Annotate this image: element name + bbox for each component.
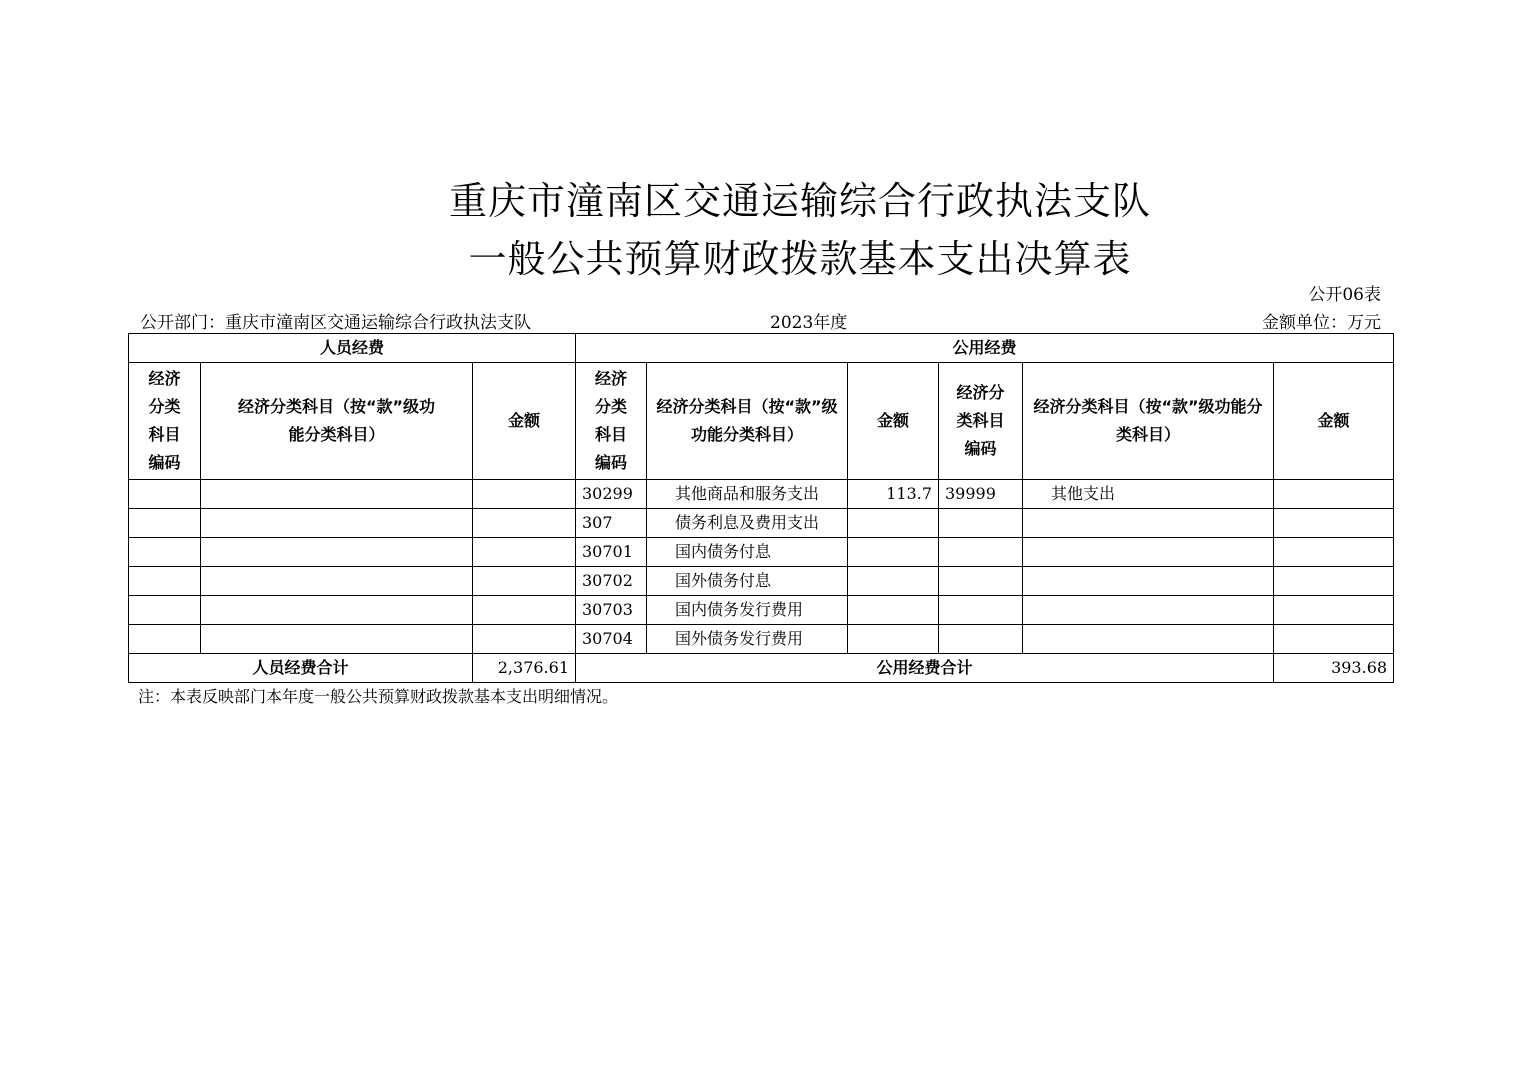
page-title-line2: 一般公共预算财政拨款基本支出决算表: [468, 237, 1132, 281]
page-title-line1: 重庆市潼南区交通运输综合行政执法支队: [448, 179, 1151, 223]
cell-c-code: 39999: [939, 480, 1023, 509]
cell-b-amt: [848, 625, 939, 654]
header-personnel: 人员经费: [129, 334, 576, 363]
public-total-label: 公用经费合计: [576, 654, 1274, 683]
cell-p-name: [201, 509, 473, 538]
cell-p-amt: [473, 567, 576, 596]
cell-b-name: 国外债务付息: [647, 567, 848, 596]
cell-c-name: [1023, 567, 1274, 596]
cell-p-code: [129, 538, 201, 567]
cell-p-name: [201, 625, 473, 654]
header-name-a: 经济分类科目（按“款”级功能分类科目）: [201, 363, 473, 480]
cell-p-amt: [473, 538, 576, 567]
cell-b-amt: [848, 596, 939, 625]
cell-c-code: [939, 567, 1023, 596]
cell-b-amt: [848, 538, 939, 567]
personnel-total-label: 人员经费合计: [129, 654, 473, 683]
totals-row: [129, 654, 1394, 683]
cell-b-code: 30704: [576, 625, 647, 654]
cell-p-code: [129, 567, 201, 596]
header-public: 公用经费: [576, 334, 1394, 363]
table-row: [129, 509, 1394, 538]
cell-c-name: [1023, 596, 1274, 625]
header-amount-a: 金额: [473, 363, 576, 480]
cell-c-code: [939, 538, 1023, 567]
table-row: [129, 538, 1394, 567]
header-amount-b: 金额: [848, 363, 939, 480]
cell-p-name: [201, 596, 473, 625]
cell-b-amt: [848, 509, 939, 538]
public-total-value: 393.68: [1274, 654, 1394, 683]
department-label: 公开部门：重庆市潼南区交通运输综合行政执法支队: [140, 313, 531, 333]
cell-b-code: 307: [576, 509, 647, 538]
header-code-a: 经济分类科目编码: [129, 363, 201, 480]
cell-p-name: [201, 538, 473, 567]
header-name-b: 经济分类科目（按“款”级功能分类科目）: [647, 363, 848, 480]
cell-c-amt: [1274, 509, 1394, 538]
header-code-b: 经济分类科目编码: [576, 363, 647, 480]
table-row: [129, 596, 1394, 625]
cell-b-amt: [848, 567, 939, 596]
cell-c-amt: [1274, 596, 1394, 625]
cell-p-amt: [473, 480, 576, 509]
cell-p-name: [201, 567, 473, 596]
cell-b-code: 30702: [576, 567, 647, 596]
form-number: 公开06表: [1308, 285, 1381, 305]
cell-b-code: 30299: [576, 480, 647, 509]
cell-b-name: 国外债务发行费用: [647, 625, 848, 654]
cell-b-name: 国内债务付息: [647, 538, 848, 567]
cell-c-name: [1023, 625, 1274, 654]
cell-p-amt: [473, 625, 576, 654]
cell-c-amt: [1274, 625, 1394, 654]
cell-c-amt: [1274, 480, 1394, 509]
group-header-row: [129, 334, 1394, 363]
cell-b-code: 30701: [576, 538, 647, 567]
cell-c-name: 其他支出: [1023, 480, 1274, 509]
cell-c-code: [939, 596, 1023, 625]
table-row: [129, 567, 1394, 596]
cell-p-name: [201, 480, 473, 509]
cell-p-amt: [473, 509, 576, 538]
header-amount-c: 金额: [1274, 363, 1394, 480]
cell-c-code: [939, 625, 1023, 654]
table-row: [129, 625, 1394, 654]
amount-unit: 金额单位：万元: [1262, 313, 1381, 333]
table-row: [129, 480, 1394, 509]
personnel-total-value: 2,376.61: [473, 654, 576, 683]
cell-b-name: 国内债务发行费用: [647, 596, 848, 625]
table-note: 注：本表反映部门本年度一般公共预算财政拨款基本支出明细情况。: [138, 687, 619, 706]
budget-table: [128, 333, 1394, 683]
header-code-c: 经济分类科目编码: [939, 363, 1023, 480]
cell-c-amt: [1274, 538, 1394, 567]
cell-b-code: 30703: [576, 596, 647, 625]
cell-c-name: [1023, 538, 1274, 567]
cell-b-name: 债务利息及费用支出: [647, 509, 848, 538]
cell-b-name: 其他商品和服务支出: [647, 480, 848, 509]
cell-c-code: [939, 509, 1023, 538]
cell-p-code: [129, 625, 201, 654]
cell-p-code: [129, 596, 201, 625]
cell-p-code: [129, 480, 201, 509]
fiscal-year: 2023年度: [770, 313, 848, 333]
cell-p-code: [129, 509, 201, 538]
column-header-row: [129, 363, 1394, 480]
cell-c-name: [1023, 509, 1274, 538]
cell-p-amt: [473, 596, 576, 625]
cell-b-amt: 113.7: [848, 480, 939, 509]
cell-c-amt: [1274, 567, 1394, 596]
header-name-c: 经济分类科目（按“款”级功能分类科目）: [1023, 363, 1274, 480]
